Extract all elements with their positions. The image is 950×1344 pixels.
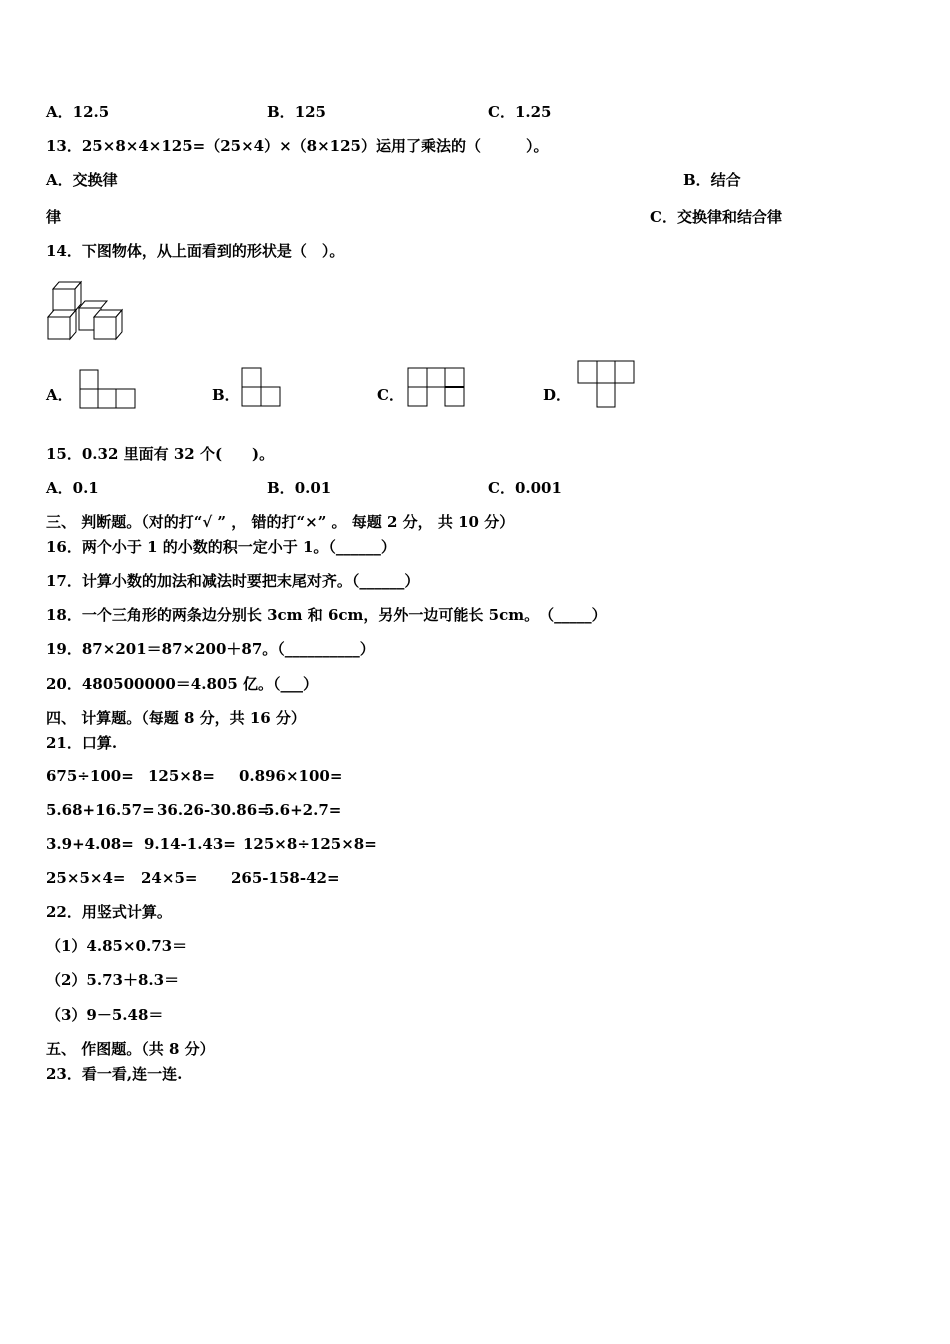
q13-stem: 13．25×8×4×125=（25×4）×（8×125）运用了乘法的（ ）。 xyxy=(46,137,549,155)
q21-item: 675÷100= xyxy=(46,767,134,785)
q12-option-a-letter: A． xyxy=(46,103,73,121)
q13-option-c[interactable]: C．交换律和结合律 xyxy=(650,208,782,226)
q12-option-b-text: 125 xyxy=(294,103,326,121)
q19-statement: 19．87×201＝87×200＋87。（__________） xyxy=(46,640,375,658)
section-5-title: 五、 作图题。（共 8 分） xyxy=(46,1040,215,1058)
q14-option-b-figure xyxy=(241,367,283,409)
cube-bottom-left xyxy=(48,310,76,339)
q16-statement: 16．两个小于 1 的小数的积一定小于 1。（______） xyxy=(46,538,396,556)
q21-item: 0.896×100= xyxy=(239,767,343,785)
q12-option-a[interactable] xyxy=(46,102,109,122)
q22-stem: 22．用竖式计算。 xyxy=(46,903,172,921)
q18-statement: 18．一个三角形的两条边分别长 3cm 和 6cm，另外一边可能长 5cm。 （_____） xyxy=(46,606,607,624)
q14-option-c-figure xyxy=(407,367,467,409)
q13-option-a[interactable]: A．交换律 xyxy=(46,171,118,189)
q15-option-a-text: 0.1 xyxy=(72,479,99,497)
q14-option-b[interactable]: B． xyxy=(212,386,240,404)
q20-statement: 20．480500000＝4.805 亿。（___） xyxy=(46,675,319,693)
q14-option-d[interactable]: D． xyxy=(543,386,572,404)
q15-option-b[interactable] xyxy=(267,478,331,498)
q21-item: 3.9+4.08= xyxy=(46,835,134,853)
cube-top xyxy=(53,282,81,311)
q21-item: 5.6+2.7= xyxy=(264,801,342,819)
q14-option-c[interactable]: C． xyxy=(377,386,404,404)
q14-option-a-figure xyxy=(79,369,137,411)
q21-item: 5.68+16.57= xyxy=(46,801,155,819)
q15-option-b-text: 0.01 xyxy=(294,479,332,497)
q13-option-b-wrap: 律 xyxy=(46,208,62,226)
q21-item: 24×5= xyxy=(141,869,198,887)
q15-option-c-letter: C． xyxy=(488,479,515,497)
section-3-title: 三、 判断题。（对的打“√ ” ， 错的打“×” 。 每题 2 分， 共 10 分） xyxy=(46,513,515,531)
q15-stem: 15．0.32 里面有 32 个( )。 xyxy=(46,445,275,463)
q12-option-b-letter: B． xyxy=(267,103,295,121)
q22-item-2: （2）5.73＋8.3＝ xyxy=(46,971,180,989)
q17-statement: 17．计算小数的加法和减法时要把末尾对齐。（______） xyxy=(46,572,420,590)
q23-stem: 23．看一看,连一连. xyxy=(46,1065,183,1083)
q21-stem: 21．口算. xyxy=(46,734,118,752)
q14-option-d-figure xyxy=(577,360,637,410)
q13-option-b[interactable]: B．结合 xyxy=(683,171,741,189)
q12-option-b[interactable] xyxy=(267,102,326,122)
q14-stem: 14．下图物体，从上面看到的形状是（ ）。 xyxy=(46,242,345,260)
q12-option-c[interactable] xyxy=(488,102,552,122)
q22-item-1: （1）4.85×0.73＝ xyxy=(46,937,188,955)
q15-option-c-text: 0.001 xyxy=(514,479,562,497)
q15-option-b-letter: B． xyxy=(267,479,295,497)
q21-item: 25×5×4= xyxy=(46,869,126,887)
q14-cube-figure xyxy=(46,280,130,342)
q12-option-a-text: 12.5 xyxy=(72,103,110,121)
section-4-title: 四、 计算题。（每题 8 分，共 16 分） xyxy=(46,709,306,727)
q21-item: 36.26-30.86= xyxy=(157,801,270,819)
q21-item: 125×8÷125×8= xyxy=(243,835,377,853)
q21-item: 265-158-42= xyxy=(231,869,340,887)
q21-item: 125×8= xyxy=(148,767,215,785)
q15-option-c[interactable] xyxy=(488,478,562,498)
q12-option-c-text: 1.25 xyxy=(514,103,552,121)
q12-option-c-letter: C． xyxy=(488,103,515,121)
q15-option-a[interactable] xyxy=(46,478,99,498)
q14-option-a[interactable]: A． xyxy=(46,386,73,404)
q21-item: 9.14-1.43= xyxy=(144,835,236,853)
q15-option-a-letter: A． xyxy=(46,479,73,497)
cube-bottom-right xyxy=(94,310,122,339)
q22-item-3: （3）9－5.48＝ xyxy=(46,1006,164,1024)
